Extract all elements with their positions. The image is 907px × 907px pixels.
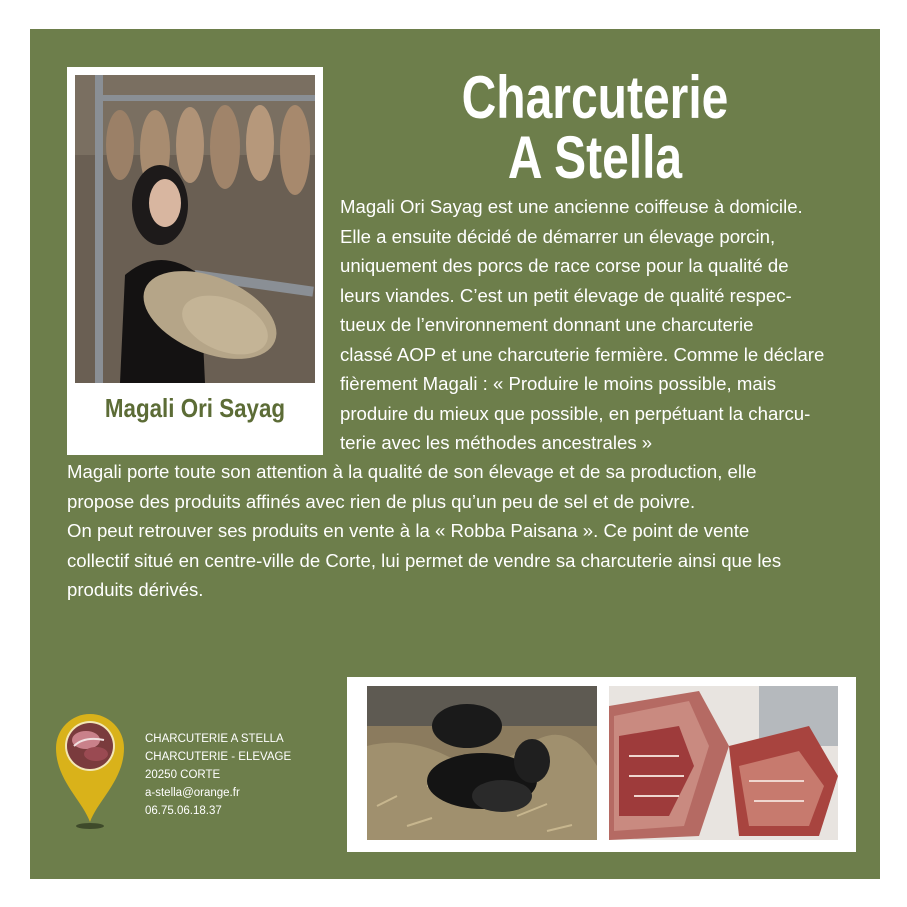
contact-name: CHARCUTERIE A STELLA xyxy=(145,733,284,745)
text-line: Elle a ensuite décidé de démarrer un élevage porcin, xyxy=(340,225,776,247)
sliced-charcuterie-photo xyxy=(609,686,838,840)
contact-email[interactable]: a-stella@orange.fr xyxy=(145,787,240,799)
text-line: On peut retrouver ses produits en vente à la « Robba Paisana ». Ce point de vente xyxy=(67,520,750,541)
intro-paragraph xyxy=(340,192,870,458)
text-line: classé AOP et une charcuterie fermière. Comme le déclare xyxy=(340,343,825,365)
contact-activity: CHARCUTERIE - ELEVAGE xyxy=(145,751,292,763)
text-line: fièrement Magali : « Produire le moins possible, mais xyxy=(340,373,777,394)
contact-phone[interactable]: 06.75.06.18.37 xyxy=(145,805,222,817)
text-line: tueux de l’environnement donnant une charcuterie xyxy=(340,314,754,335)
text-line: propose des produits affinés avec rien de plus qu’un peu de sel et de poivre. xyxy=(67,490,696,512)
contact-city: 20250 CORTE xyxy=(145,769,221,781)
title-line-2: A Stella xyxy=(507,124,683,191)
title-line-1: Charcuterie xyxy=(461,64,729,131)
text-line: produits dérivés. xyxy=(67,579,204,600)
text-line: collectif situé en centre-ville de Corte, lui permet de vendre sa charcuterie ainsi que les xyxy=(67,549,782,571)
contact-block xyxy=(145,730,291,820)
text-line: leurs viandes. C’est un petit élevage de qualité respec- xyxy=(340,284,792,306)
piglets-photo xyxy=(367,686,597,840)
location-pin-icon xyxy=(52,710,128,830)
text-line: Magali porte toute son attention à la qualité de son élevage et de sa production, elle xyxy=(67,461,757,482)
page-title xyxy=(447,64,743,191)
text-line: uniquement des porcs de race corse pour la qualité de xyxy=(340,255,789,276)
portrait-photo xyxy=(75,75,315,383)
text-line: Magali Ori Sayag est une ancienne coiffeuse à domicile. xyxy=(340,196,803,217)
body-paragraph xyxy=(67,457,867,605)
text-line: terie avec les méthodes ancestrales » xyxy=(340,432,653,453)
portrait-caption: Magali Ori Sayag xyxy=(104,393,286,423)
text-line: produire du mieux que possible, en perpétuant la charcu- xyxy=(340,402,811,424)
